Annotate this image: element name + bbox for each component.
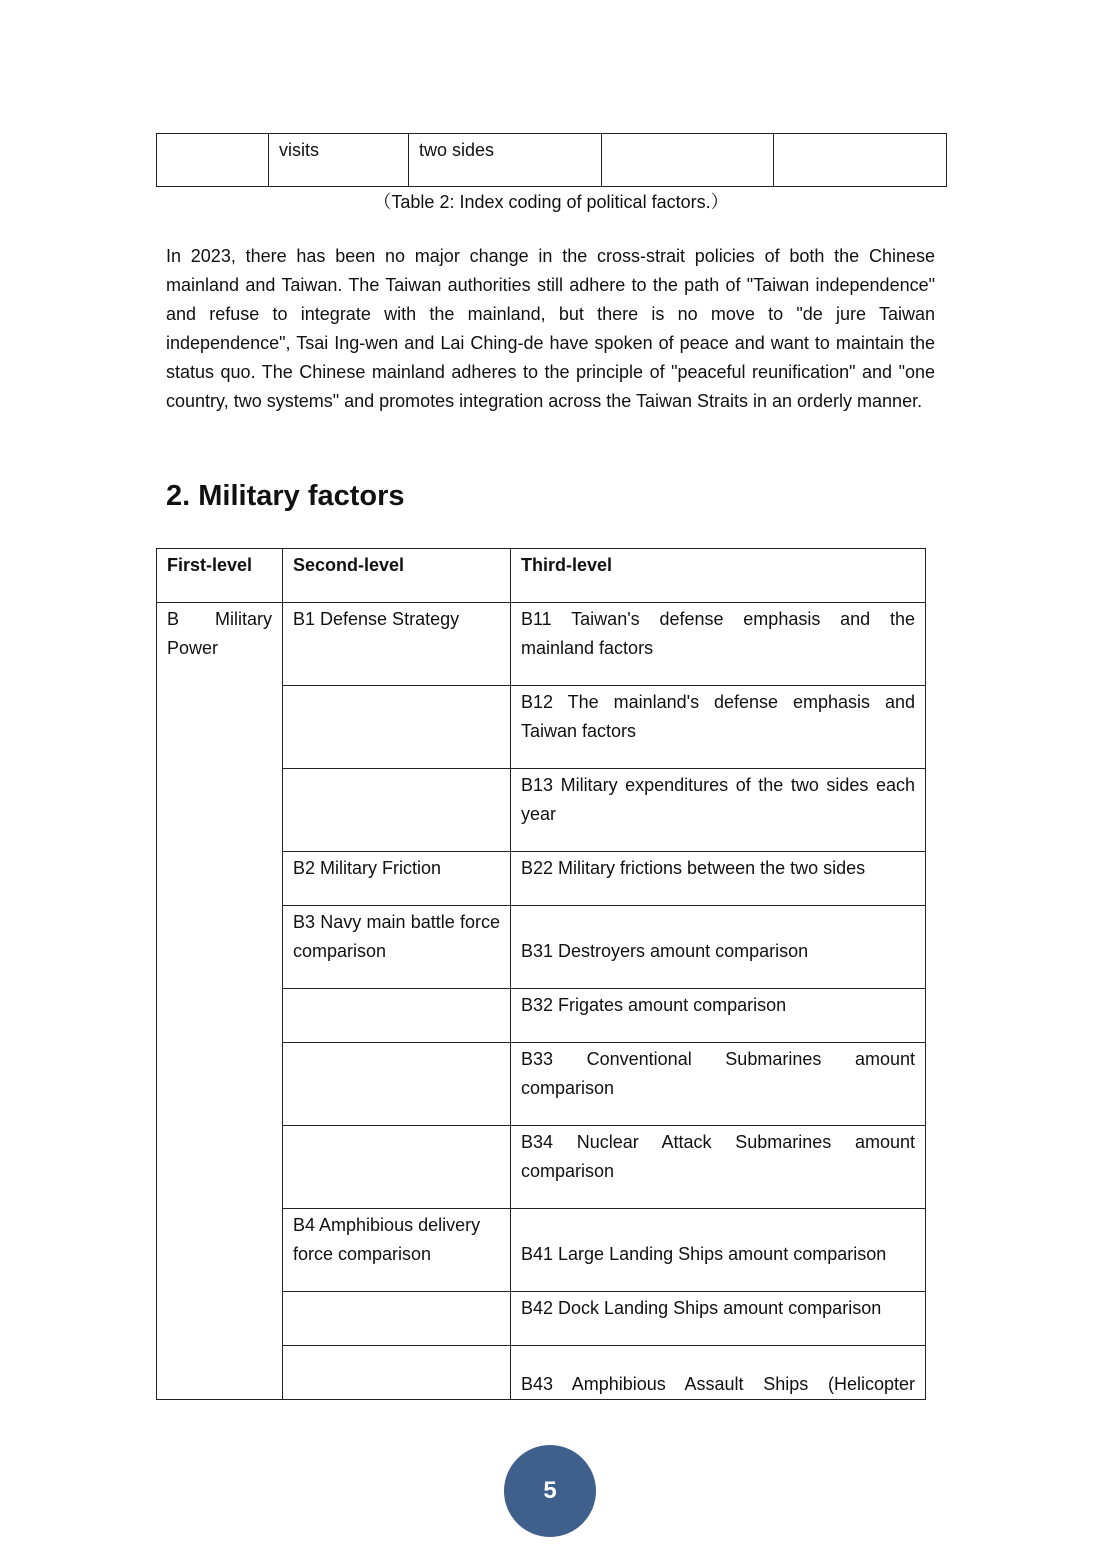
table-cell: [157, 134, 269, 187]
first-level-cell: [157, 603, 283, 1400]
second-level-cell: B3 Navy main battle force comparison: [283, 906, 511, 989]
third-level-cell: B41 Large Landing Ships amount comparison: [511, 1209, 926, 1292]
second-level-cell: [283, 1292, 511, 1346]
third-level-cell: B34 Nuclear Attack Submarines amount comparison: [511, 1126, 926, 1209]
second-level-cell: [283, 989, 511, 1043]
military-factors-table: [156, 548, 926, 1400]
second-level-cell: [283, 1126, 511, 1209]
header-first-level: First-level: [157, 549, 283, 603]
second-level-cell: [283, 769, 511, 852]
third-level-cell: B33 Conventional Submarines amount comparison: [511, 1043, 926, 1126]
second-level-cell: [283, 1043, 511, 1126]
table-cell: [774, 134, 947, 187]
first-level-label-line1: B Military: [167, 609, 272, 629]
header-third-level: Third-level: [511, 549, 926, 603]
third-level-cell: B11 Taiwan's defense emphasis and the mainland factors: [511, 603, 926, 686]
second-level-cell: [283, 686, 511, 769]
table-header-row: [157, 549, 926, 603]
section-heading: 2. Military factors: [166, 480, 405, 512]
second-level-cell: B2 Military Friction: [283, 852, 511, 906]
header-second-level: Second-level: [283, 549, 511, 603]
table-row: [157, 603, 926, 686]
first-level-label-line2: Power: [167, 638, 219, 658]
political-factors-table-continued: [156, 133, 947, 187]
table-cell: two sides: [409, 134, 602, 187]
page-number-badge: 5: [504, 1445, 596, 1537]
second-level-cell: B4 Amphibious delivery force comparison: [283, 1209, 511, 1292]
second-level-cell: B1 Defense Strategy: [283, 603, 511, 686]
third-level-cell: B12 The mainland's defense emphasis and Taiwan factors: [511, 686, 926, 769]
third-level-cell: B22 Military frictions between the two sides: [511, 852, 926, 906]
table-cell: visits: [269, 134, 409, 187]
third-level-cell: B42 Dock Landing Ships amount comparison: [511, 1292, 926, 1346]
table-row: [157, 134, 947, 187]
third-level-cell: B31 Destroyers amount comparison: [511, 906, 926, 989]
second-level-cell: [283, 1346, 511, 1400]
body-paragraph: In 2023, there has been no major change in the cross-strait policies of both the Chinese mainland and Taiwan. The Taiwan authorities still adhere to the path of "Taiwan independence" and refuse to integrate with the mainland, but there is no move to "de jure Taiwan independence", Tsai Ing-wen and Lai Ching-de have spoken of peace and want to maintain the status quo. The Chinese mainland adheres to the principle of "peaceful reunification" and "one country, two systems" and promotes integration across the Taiwan Straits in an orderly manner.: [166, 246, 935, 411]
table-cell: [602, 134, 774, 187]
third-level-cell: B43 Amphibious Assault Ships (Helicopter: [511, 1346, 926, 1400]
third-level-cell: B13 Military expenditures of the two sides each year: [511, 769, 926, 852]
third-level-cell: B32 Frigates amount comparison: [511, 989, 926, 1043]
table-caption: （Table 2: Index coding of political factors.）: [373, 192, 729, 212]
